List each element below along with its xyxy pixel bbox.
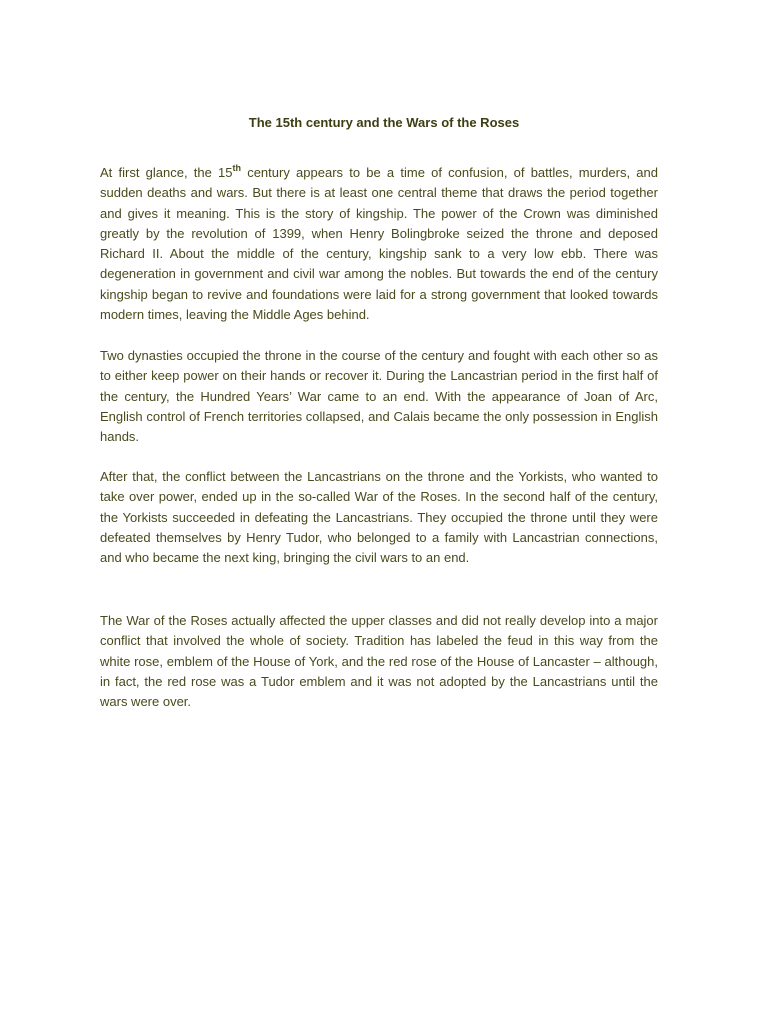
document-title: The 15th century and the Wars of the Roses <box>248 115 520 130</box>
ordinal-suffix: th <box>232 163 241 173</box>
paragraph-3: After that, the conflict between the Lancastrians on the throne and the Yorkists, who wanted to take over power, ended up in the so-called War of the Roses. In the second half of the century, the Yorkists succeeded in defeating the Lancastrians. They occupied the throne until they were defeated themselves by Henry Tudor, who belonged to a family with Lancastrian connections, and who became the next king, bringing the civil wars to an end. <box>100 469 658 566</box>
paragraph-1-rest: century appears to be a time of confusion, of battles, murders, and sudden deaths and wars. But there is at least one central theme that draws the period together and gives it meaning. This is the story of kingship. The power of the Crown was diminished greatly by the revolution of 1399, when Henry Bolingbroke seized the throne and deposed Richard II. About the middle of the century, kingship sank to a very low ebb. There was degeneration in government and civil war among the nobles. But towards the end of the century kingship began to revive and foundations were laid for a strong government that looked towards modern times, leaving the Middle Ages behind. <box>100 165 658 323</box>
paragraph-4: The War of the Roses actually affected the upper classes and did not really develop into a major conflict that involved the whole of society. Tradition has labeled the feud in this way from the white rose, emblem of the House of York, and the red rose of the House of Lancaster – although, in fact, the red rose was a Tudor emblem and it was not adopted by the Lancastrians until the wars were over. <box>100 613 658 710</box>
paragraph-1-start: At first glance, the 15 <box>100 165 233 180</box>
paragraph-2: Two dynasties occupied the throne in the course of the century and fought with each other so as to either keep power on their hands or recover it. During the Lancastrian period in the first half of the century, the Hundred Years’ War came to an end. With the appearance of Joan of Arc, English control of French territories collapsed, and Calais became the only possession in English hands. <box>100 348 658 445</box>
paragraph-1 <box>100 163 658 325</box>
